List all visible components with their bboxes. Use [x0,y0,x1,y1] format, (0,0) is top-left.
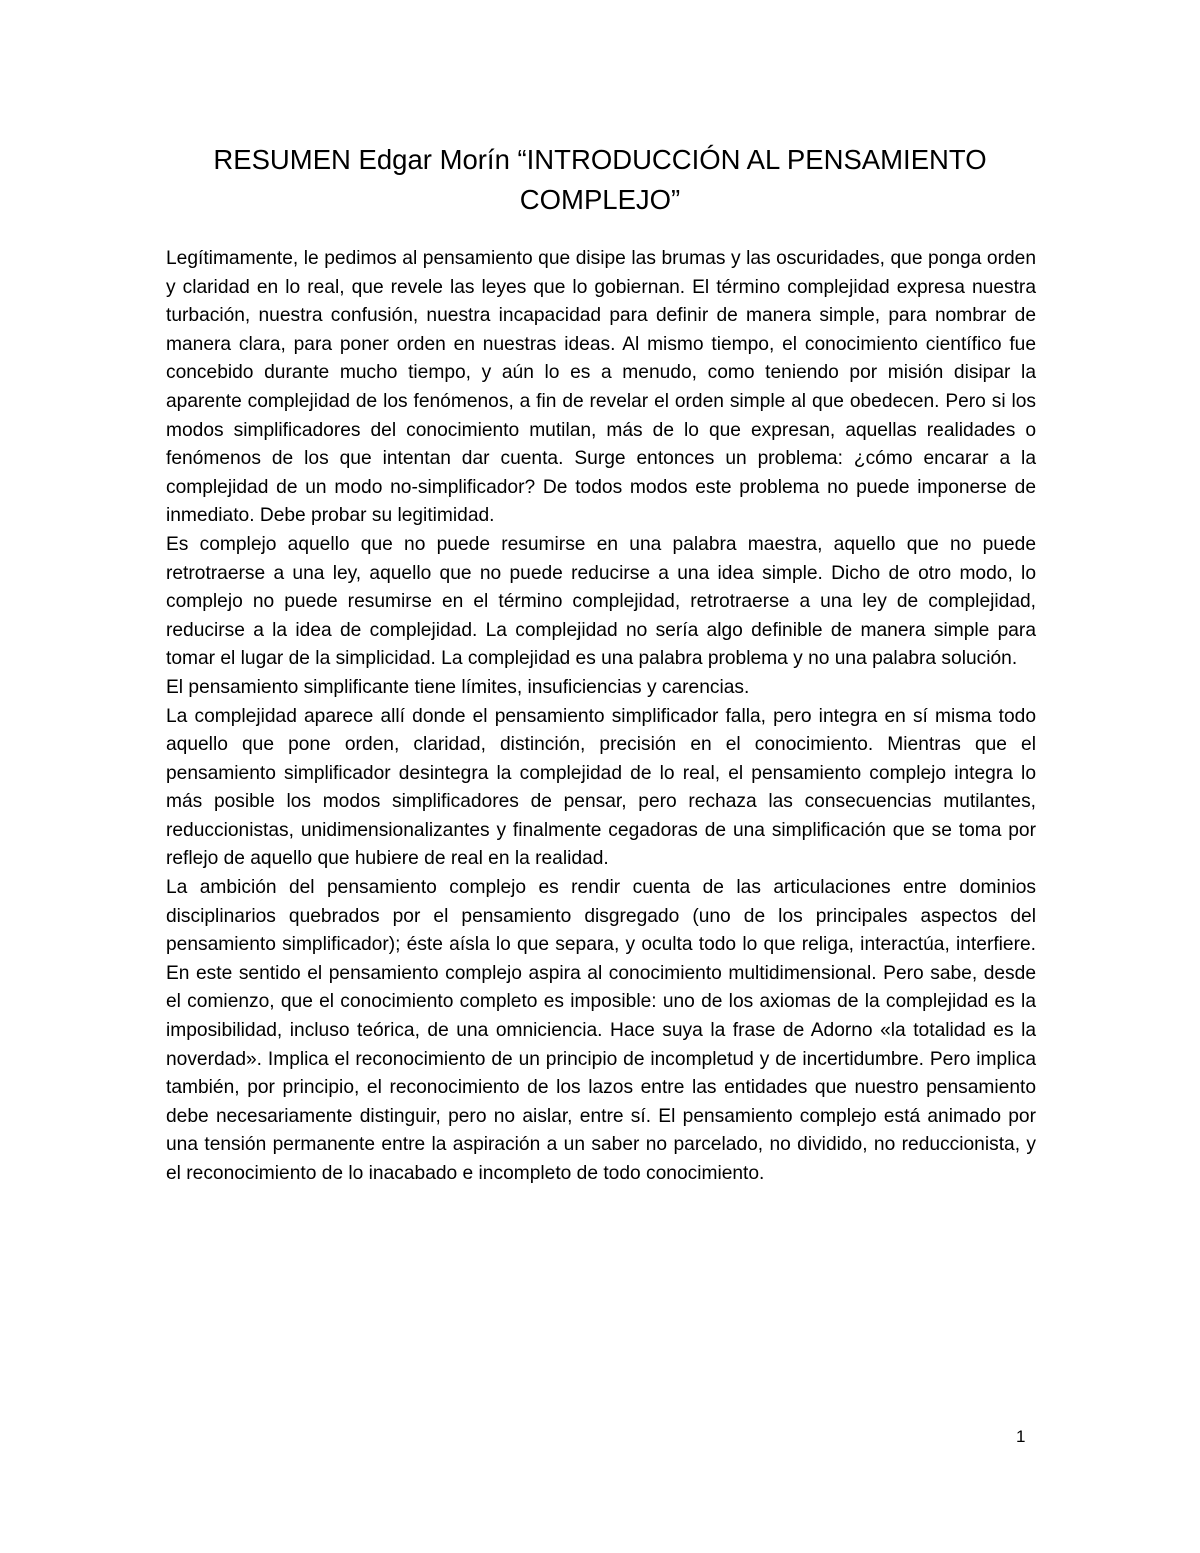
document-title [150,140,1050,220]
paragraph-1: Legítimamente, le pedimos al pensamiento que disipe las brumas y las oscuridades, que ponga orden y claridad en lo real, que revele las leyes que lo gobiernan. El término complejidad expresa nuestra turbación, nuestra confusión, nuestra incapacidad para definir de manera simple, para nombrar de manera clara, para poner orden en nuestras ideas. Al mismo tiempo, el conocimiento científico fue concebido durante mucho tiempo, y aún lo es a menudo, como teniendo por misión disipar la aparente complejidad de los fenómenos, a fin de revelar el orden simple al que obedecen. Pero si los modos simplificadores del conocimiento mutilan, más de lo que expresan, aquellas realidades o fenómenos de los que intentan dar cuenta. Surge entonces un problema: ¿cómo encarar a la complejidad de un modo no-simplificador? De todos modos este problema no puede imponerse de inmediato. Debe probar su legitimidad. [166,248,1036,527]
paragraph-3: El pensamiento simplificante tiene límites, insuficiencias y carencias. [166,676,750,698]
document-body [166,245,1036,1189]
document-title-line-1: RESUMEN Edgar Morín “INTRODUCCIÓN AL PENSAMIENTO [213,144,987,175]
paragraph-4: La complejidad aparece allí donde el pensamiento simplificador falla, pero integra en sí misma todo aquello que pone orden, claridad, distinción, precisión en el conocimiento. Mientras que el pensamiento simplificador desintegra la complejidad de lo real, el pensamiento complejo integra lo más posible los modos simplificadores de pensar, pero rechaza las consecuencias mutilantes, reduccionistas, unidimensionalizantes y finalmente cegadoras de una simplificación que se toma por reflejo de aquello que hubiere de real en la realidad. [166,705,1036,870]
page-number: 1 [1016,1427,1026,1446]
paragraph-2: Es complejo aquello que no puede resumirse en una palabra maestra, aquello que no puede retrotraerse a una ley, aquello que no puede reducirse a una idea simple. Dicho de otro modo, lo complejo no puede resumirse en el término complejidad, retrotraerse a una ley de complejidad, reducirse a la idea de complejidad. La complejidad no sería algo definible de manera simple para tomar el lugar de la simplicidad. La complejidad es una palabra problema y no una palabra solución. [166,533,1036,670]
paragraph-5: La ambición del pensamiento complejo es rendir cuenta de las articulaciones entre dominios disciplinarios quebrados por el pensamiento disgregado (uno de los principales aspectos del pensamiento simplificador); éste aísla lo que separa, y oculta todo lo que religa, interactúa, interfiere. En este sentido el pensamiento complejo aspira al conocimiento multidimensional. Pero sabe, desde el comienzo, que el conocimiento completo es imposible: uno de los axiomas de la complejidad es la imposibilidad, incluso teórica, de una omniciencia. Hace suya la frase de Adorno «la totalidad es la noverdad». Implica el reconocimiento de un principio de incompletud y de incertidumbre. Pero implica también, por principio, el reconocimiento de los lazos entre las entidades que nuestro pensamiento debe necesariamente distinguir, pero no aislar, entre sí. El pensamiento complejo está animado por una tensión permanente entre la aspiración a un saber no parcelado, no dividido, no reduccionista, y el reconocimiento de lo inacabado e incompleto de todo conocimiento. [166,877,1036,1184]
document-title-line-2: COMPLEJO” [519,184,681,215]
